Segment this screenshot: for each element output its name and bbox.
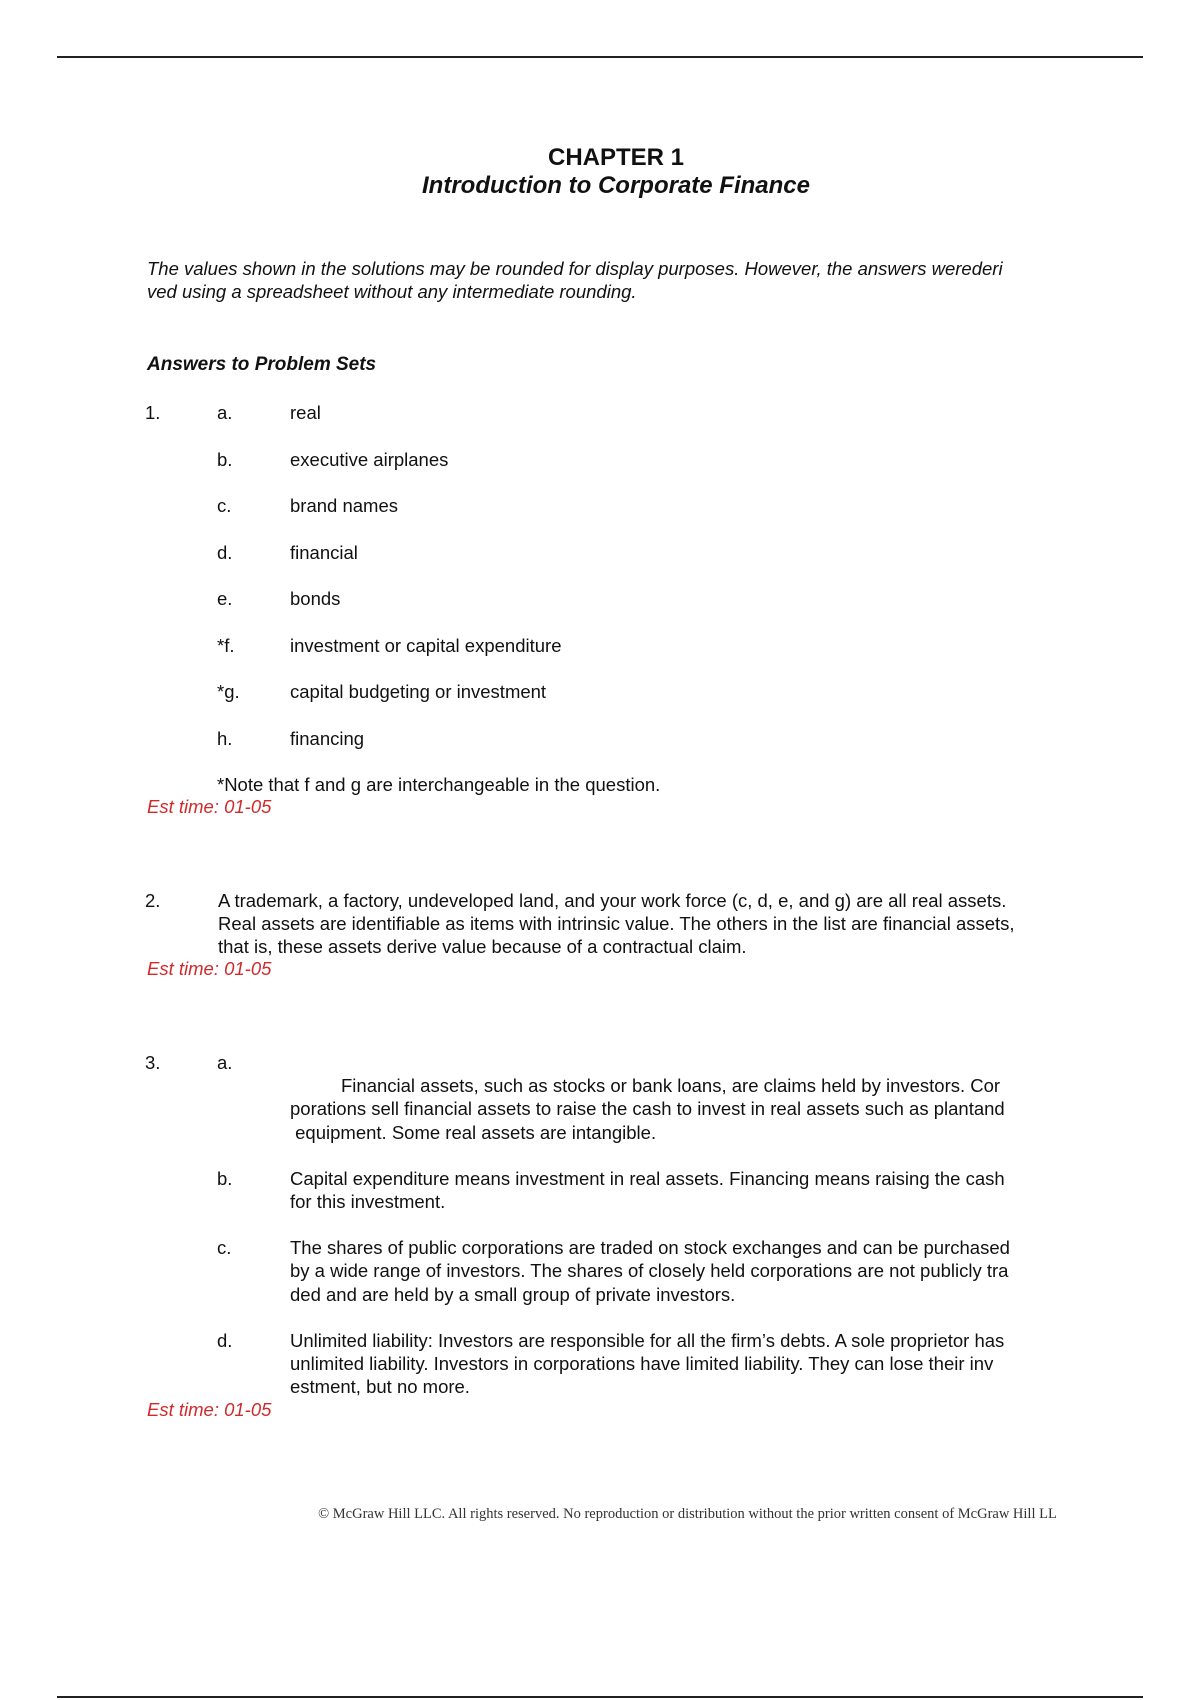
list-item-text: investment or capital expenditure (290, 635, 562, 656)
answer-line: Financial assets, such as stocks or bank loans, are claims held by investors. Cor (341, 1075, 1001, 1096)
answer-line: ded and are held by a small group of private investors. (290, 1284, 736, 1305)
answer-line: unlimited liability. Investors in corporations have limited liability. They can lose their inv (290, 1353, 994, 1374)
list-item-text: real (290, 402, 321, 423)
list-item-label: h. (217, 728, 233, 749)
answer-line: equipment. Some real assets are intangible. (290, 1122, 657, 1143)
list-item-text: financial (290, 542, 358, 563)
answer-line: for this investment. (290, 1191, 446, 1212)
list-item-label: d. (217, 1330, 233, 1351)
question-number: 3. (145, 1052, 161, 1073)
question-number: 1. (145, 402, 161, 423)
answer-line: estment, but no more. (290, 1376, 470, 1397)
answer-line: that is, these assets derive value because of a contractual claim. (218, 936, 747, 957)
section-heading: Answers to Problem Sets (147, 354, 377, 375)
answer-line: A trademark, a factory, undeveloped land, and your work force (c, d, e, and g) are all real assets. (218, 890, 1007, 911)
est-time: Est time: 01-05 (147, 796, 272, 817)
answer-line: Capital expenditure means investment in real assets. Financing means raising the cash (290, 1168, 1005, 1189)
list-item-label: *g. (217, 681, 240, 702)
list-item-label: *f. (217, 635, 235, 656)
question-number: 2. (145, 890, 161, 911)
list-item-label: b. (217, 449, 233, 470)
list-item-label: c. (217, 495, 232, 516)
answer-line: porations sell financial assets to raise the cash to invest in real assets such as plantand (290, 1098, 1005, 1119)
list-item-text: brand names (290, 495, 398, 516)
list-item-label: b. (217, 1168, 233, 1189)
interchange-note: *Note that f and g are interchangeable in the question. (217, 774, 661, 795)
bottom-rule (57, 1696, 1143, 1698)
list-item-text: bonds (290, 588, 341, 609)
answer-line: Unlimited liability: Investors are responsible for all the firm’s debts. A sole proprietor has (290, 1330, 1005, 1351)
list-item-label: d. (217, 542, 233, 563)
list-item-label: c. (217, 1237, 232, 1258)
intro-note-line-1: The values shown in the solutions may be rounded for display purposes. However, the answers werederi (147, 258, 1003, 279)
answer-line: The shares of public corporations are traded on stock exchanges and can be purchased (290, 1237, 1010, 1258)
list-item-label: a. (217, 402, 233, 423)
list-item-label: e. (217, 588, 233, 609)
est-time: Est time: 01-05 (147, 1399, 272, 1420)
list-item-label: a. (217, 1052, 233, 1073)
list-item-text: executive airplanes (290, 449, 449, 470)
copyright-footer: © McGraw Hill LLC. All rights reserved. No reproduction or distribution without the prior written consent of McGraw Hill LL (318, 1506, 1057, 1522)
intro-note-line-2: ved using a spreadsheet without any intermediate rounding. (147, 281, 637, 302)
list-item-text: financing (290, 728, 365, 749)
est-time: Est time: 01-05 (147, 958, 272, 979)
chapter-number: CHAPTER 1 (547, 144, 685, 171)
chapter-title: Introduction to Corporate Finance (422, 172, 810, 199)
answer-line: by a wide range of investors. The shares of closely held corporations are not publicly tra (290, 1260, 1009, 1281)
top-rule (57, 56, 1143, 58)
list-item-text: capital budgeting or investment (290, 681, 547, 702)
answer-line: Real assets are identifiable as items with intrinsic value. The others in the list are financial assets, (218, 913, 1015, 934)
